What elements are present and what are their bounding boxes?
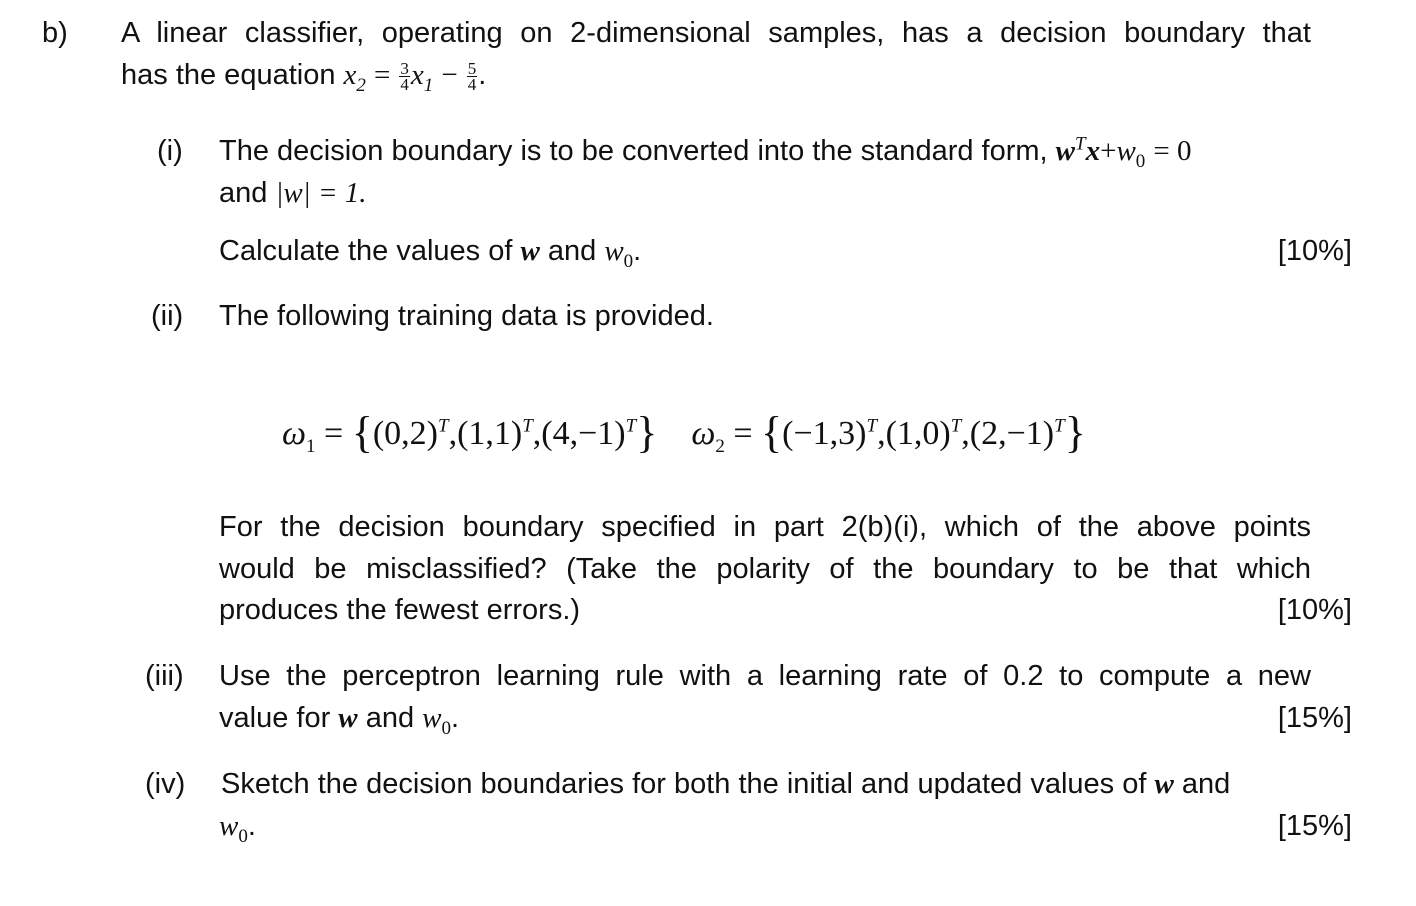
w-vector: $w^T$ (1055, 133, 1086, 167)
eq-x2: $x_2$ (343, 59, 366, 96)
item-ii-marks: [10%] (1277, 594, 1352, 626)
training-data-equation: $\omega_1 = \{(0,2)^T,(1,1)^T,(4,-1)^T\}$ $\omega_2 = \{(-1,3)^T,(1,0)^T,(2,-1)^T\}$ (282, 408, 1086, 457)
item-iv-marks: [15%] (1277, 810, 1352, 842)
eq-minus: − (441, 59, 458, 91)
eq-x1: $x_1$ (410, 59, 434, 96)
item-i-line2: and |w| = 1. (219, 177, 367, 209)
part-b-line1: A linear classifier, operating on 2-dimensional samples, has a decision boundary that (121, 17, 1311, 49)
item-ii-question-line3: produces the fewest errors.) (219, 594, 581, 626)
item-iii-marks: [15%] (1277, 702, 1352, 734)
item-ii-intro: The following training data is provided. (219, 300, 714, 332)
item-iv-line2: $w_0$. (219, 810, 256, 847)
eq-equals: = (373, 59, 391, 91)
item-iv-line1: Sketch the decision boundaries for both the initial and updated values of w and (221, 768, 1231, 800)
item-iii-line1: Use the perceptron learning rule with a learning rate of 0.2 to compute a new (219, 660, 1311, 692)
item-ii-question-line2: would be misclassified? (Take the polarity of the boundary to be that which (219, 553, 1311, 585)
item-iii-line2: value for w and $w_0$. (219, 702, 460, 739)
fraction-5-4: $\frac{5}{4}$ (467, 58, 477, 94)
fraction-3-4: $\frac{3}{4}$ (400, 58, 409, 94)
item-i-label: (i) (157, 135, 183, 167)
item-ii-label: (ii) (151, 300, 184, 332)
item-ii-question-line1: For the decision boundary specified in part 2(b)(i), which of the above points (219, 511, 1311, 543)
item-i-marks: [10%] (1277, 235, 1352, 267)
item-iv-label: (iv) (145, 768, 186, 800)
item-iii-label: (iii) (145, 660, 184, 692)
part-b-line2: has the equation $x_2$ = $\frac{3}{4}$ $x_1$ − $\frac{5}{4}$ . (121, 58, 487, 96)
item-i-line1: The decision boundary is to be converted into the standard form, $w^Tx+w_0 = 0$ (219, 133, 1192, 172)
part-b-line2-prefix: has the equation (121, 59, 336, 91)
part-b-label: b) (42, 17, 68, 49)
item-i-calc: Calculate the values of w and $w_0$. (219, 235, 642, 272)
